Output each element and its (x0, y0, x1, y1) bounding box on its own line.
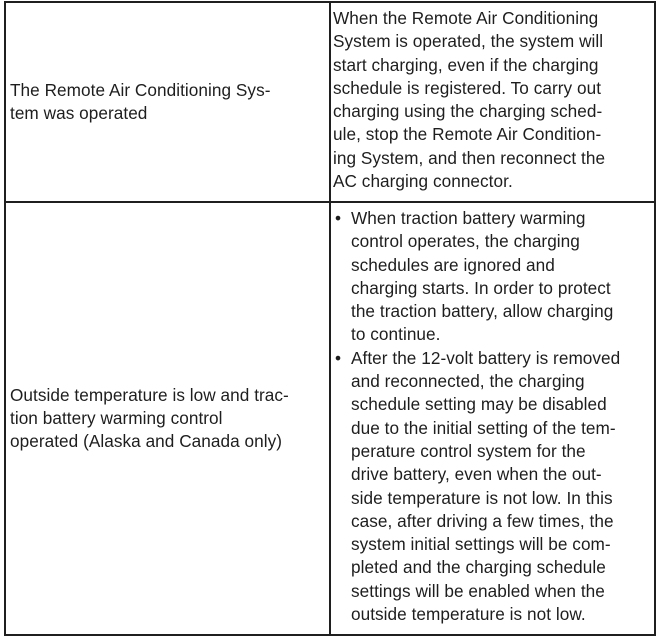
condition-cell (5, 202, 330, 635)
text-line: tion battery warming control (10, 407, 223, 428)
text-line: outside temperature is not low. (351, 604, 586, 625)
text-line: schedule setting may be disabled (351, 394, 607, 415)
text-line: perature control system for the (351, 440, 586, 461)
table-row (5, 2, 655, 202)
text-line: When the Remote Air Conditioning (333, 8, 599, 28)
text-line: drive battery, even when the out- (351, 464, 602, 485)
text-line: Outside temperature is low and trac- (10, 384, 289, 405)
text-line: charging starts. In order to protect (351, 277, 611, 298)
condition-text (10, 79, 327, 126)
text-line: schedule is registered. To carry out (333, 77, 602, 98)
text-line: to continue. (351, 324, 441, 345)
condition-text (10, 384, 327, 454)
description-cell (330, 2, 655, 202)
text-line: start charging, even if the charging (333, 54, 599, 75)
text-line: case, after driving a few times, the (351, 510, 614, 531)
bullet-icon: • (335, 347, 342, 368)
text-line: tem was operated (10, 103, 148, 123)
bullet-icon: • (335, 208, 342, 228)
charging-schedule-conditions-table (4, 1, 656, 636)
text-line: schedules are ignored and (351, 254, 555, 275)
text-line: pleted and the charging schedule (351, 557, 606, 578)
text-line: due to the initial setting of the tem- (351, 417, 616, 438)
text-line: ing System, and then reconnect the (333, 147, 606, 168)
text-line: system initial settings will be com- (351, 534, 611, 555)
text-line: and reconnected, the charging (351, 371, 585, 392)
text-line: operated (Alaska and Canada only) (10, 431, 283, 452)
bullet-item (333, 207, 652, 347)
text-line: the traction battery, allow charging (351, 301, 614, 322)
text-line: The Remote Air Conditioning Sys- (10, 79, 271, 100)
description-cell (330, 202, 655, 635)
description-text (333, 7, 652, 193)
text-line: charging using the charging sched- (333, 101, 603, 122)
text-line: side temperature is not low. In this (351, 487, 613, 508)
text-line: AC charging connector. (333, 171, 513, 192)
condition-cell (5, 2, 330, 202)
text-line: settings will be enabled when the (351, 580, 605, 601)
text-line: ule, stop the Remote Air Condition- (333, 124, 602, 145)
bullet-list (333, 207, 652, 626)
text-line: When traction battery warming (351, 208, 586, 228)
bullet-item (333, 347, 652, 627)
text-line: control operates, the charging (351, 231, 580, 252)
text-line: System is operated, the system will (333, 31, 604, 52)
table-row (5, 202, 655, 635)
text-line: After the 12-volt battery is removed (351, 347, 621, 368)
